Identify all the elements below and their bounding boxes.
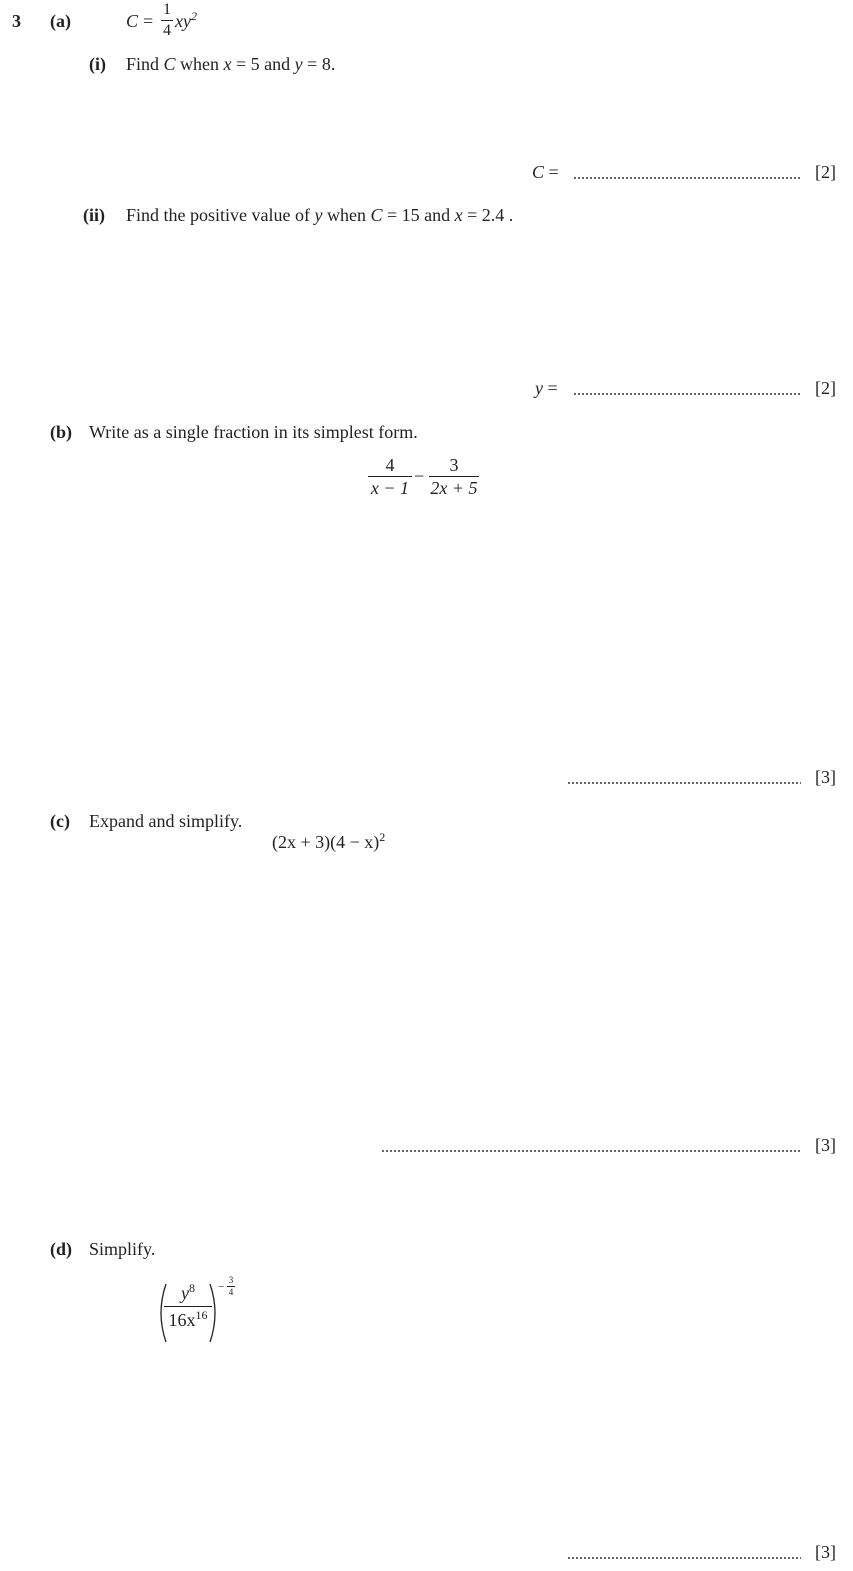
answer-eq-c: = xyxy=(548,162,559,182)
answer-line-d[interactable] xyxy=(567,1557,801,1559)
sub-i-t4: = 8. xyxy=(307,54,336,74)
outer-exp-num: 3 xyxy=(228,1275,234,1285)
sub-ii-text xyxy=(126,206,513,224)
fraction-bar xyxy=(161,20,173,21)
answer-label-c xyxy=(532,163,559,181)
marks-a-i: [2] xyxy=(815,162,836,182)
sub-ii-label: (ii) xyxy=(83,205,105,225)
formula-exponent: 2 xyxy=(190,9,197,23)
part-d-num-exponent: 8 xyxy=(189,1281,195,1295)
sub-ii-v2: C xyxy=(370,205,383,225)
sub-i-v3: y xyxy=(294,54,303,74)
answer-label-y xyxy=(535,379,558,397)
part-b-label: (b) xyxy=(50,422,72,442)
part-c-label: (c) xyxy=(50,811,70,831)
part-a-label: (a) xyxy=(50,11,71,31)
marks-d: [3] xyxy=(815,1542,836,1562)
answer-eq-y: = xyxy=(547,378,558,398)
marks-a-ii: [2] xyxy=(815,378,836,398)
part-d-den-exponent: 16 xyxy=(195,1308,208,1322)
part-d-denominator xyxy=(164,1308,212,1330)
part-d-text: Simplify. xyxy=(89,1239,156,1259)
formula-equals: = xyxy=(143,11,154,31)
part-d-den-base: 16x xyxy=(168,1310,196,1330)
sub-i-t3: = 5 and xyxy=(236,54,291,74)
part-d-numerator xyxy=(164,1281,212,1303)
outer-exp-sign: − xyxy=(218,1281,225,1293)
formula-rest-text: xy xyxy=(175,11,191,31)
sub-i-text xyxy=(126,55,335,73)
answer-var-y: y xyxy=(535,378,543,398)
answer-line-a-ii[interactable] xyxy=(573,393,801,395)
fraction-1-bar xyxy=(368,476,412,477)
outer-exp-fraction xyxy=(227,1276,235,1297)
marks-b: [3] xyxy=(815,767,836,787)
part-d-label: (d) xyxy=(50,1239,72,1259)
answer-line-a-i[interactable] xyxy=(573,177,801,179)
fraction-1-denominator: x − 1 xyxy=(370,478,410,498)
answer-line-c[interactable] xyxy=(381,1150,801,1152)
answer-line-b[interactable] xyxy=(567,782,801,784)
minus-sign: − xyxy=(414,466,425,486)
sub-i-t2: when xyxy=(180,54,220,74)
sub-ii-t1: Find the positive value of xyxy=(126,205,310,225)
part-c-text: Expand and simplify. xyxy=(89,811,243,831)
fraction-2-denominator: 2x + 5 xyxy=(430,478,478,498)
sub-ii-t2: when xyxy=(326,205,366,225)
sub-i-v2: x xyxy=(223,54,232,74)
sub-ii-t4: = 2.4 . xyxy=(467,205,514,225)
fraction-2-bar xyxy=(429,476,479,477)
sub-i-t1: Find xyxy=(126,54,160,74)
answer-var-c: C xyxy=(532,162,545,182)
formula-fraction xyxy=(161,2,173,39)
part-c-exponent: 2 xyxy=(379,830,386,844)
fraction-2 xyxy=(429,456,479,497)
fraction-1-numerator: 4 xyxy=(385,455,395,475)
sub-ii-v3: x xyxy=(454,205,463,225)
part-b-text: Write as a single fraction in its simplest form. xyxy=(89,422,418,442)
question-number: 3 xyxy=(12,11,21,31)
part-c-expr: (2x + 3)(4 − x) xyxy=(272,832,380,852)
formula-fraction-denominator: 4 xyxy=(163,22,171,39)
formula-fraction-numerator: 1 xyxy=(163,1,171,18)
fraction-2-numerator: 3 xyxy=(449,455,459,475)
sub-i-label: (i) xyxy=(89,54,106,74)
outer-exp-den: 4 xyxy=(228,1287,234,1297)
sub-ii-t3: = 15 and xyxy=(387,205,451,225)
part-c-expression xyxy=(272,830,386,852)
part-d-num-base: y xyxy=(181,1283,189,1303)
formula-rest xyxy=(175,9,197,31)
marks-c: [3] xyxy=(815,1135,836,1155)
formula-lhs: C xyxy=(126,11,139,31)
part-d-fraction xyxy=(164,1281,212,1330)
fraction-1 xyxy=(368,456,412,497)
sub-ii-v1: y xyxy=(314,205,323,225)
part-d-fraction-bar xyxy=(164,1306,212,1307)
sub-i-v1: C xyxy=(163,54,176,74)
